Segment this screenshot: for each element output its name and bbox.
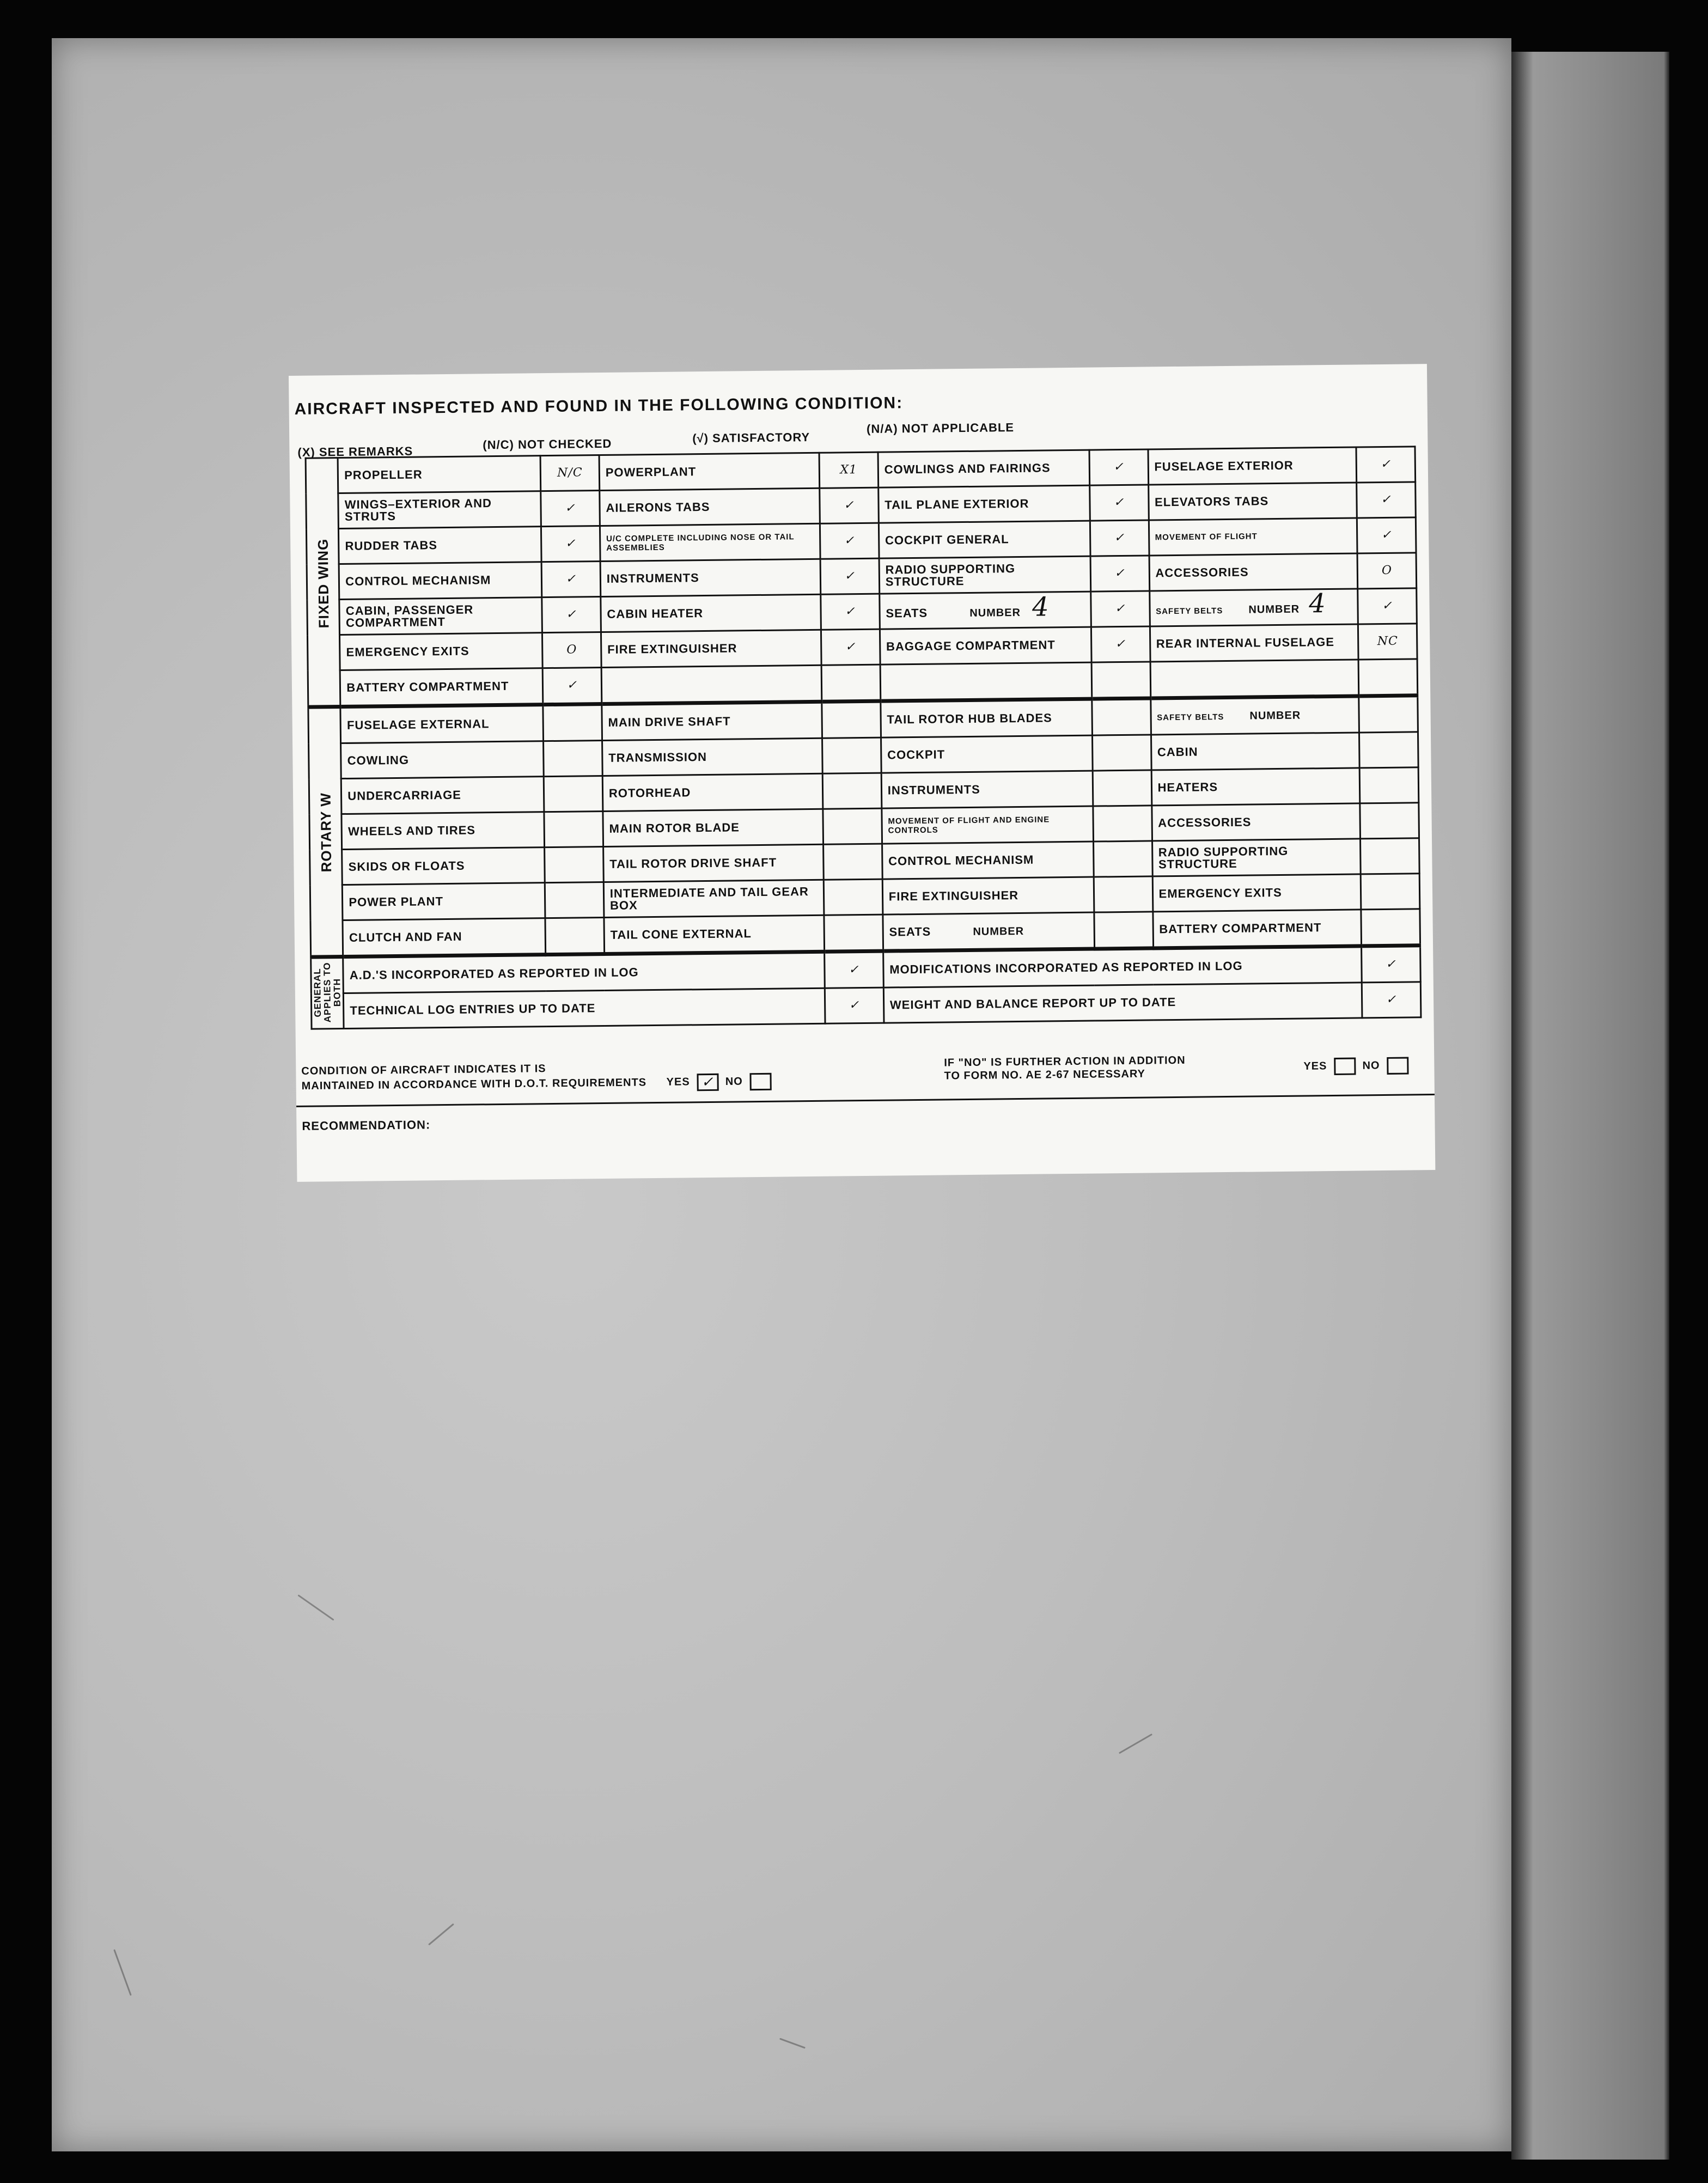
mark-control: ✓: [541, 562, 600, 597]
mark-weight: ✓: [1362, 982, 1421, 1018]
divider: [296, 1094, 1435, 1107]
inspection-card: [289, 364, 1435, 1182]
label-control: CONTROL MECHANISM: [339, 562, 541, 600]
label-rw-tail-rotor-hub: TAIL ROTOR HUB BLADES: [881, 699, 1093, 737]
label-rw-power-plant: POWER PLANT: [343, 883, 545, 920]
label-cockpit: COCKPIT GENERAL: [879, 521, 1090, 558]
empty-cell: [1359, 732, 1419, 768]
label-weight: WEIGHT AND BALANCE REPORT UP TO DATE: [883, 983, 1362, 1023]
label-cabin: CABIN, PASSENGER COMPARTMENT: [339, 597, 542, 635]
empty-cell: [1358, 659, 1418, 696]
empty-cell: [822, 737, 881, 773]
mark-cowlings: ✓: [1089, 449, 1148, 485]
empty-cell: [1093, 841, 1152, 877]
empty-cell: [1361, 909, 1420, 946]
mark-instruments: ✓: [820, 558, 879, 594]
section-rotary-wing: ROTARY W: [308, 707, 343, 958]
empty-cell: [823, 808, 882, 844]
mark-baggage: ✓: [1091, 626, 1150, 662]
mark-uc: ✓: [820, 523, 879, 559]
label-rw-cabin: CABIN: [1151, 733, 1359, 770]
section-general: GENERAL APPLIES TO BOTH: [311, 957, 344, 1029]
label-powerplant: POWERPLANT: [599, 453, 820, 490]
empty-cell: [822, 701, 881, 738]
mark-fire-ext: ✓: [821, 629, 880, 665]
legend-not-applicable: (N/A) NOT APPLICABLE: [866, 420, 1015, 436]
label-rw-undercarriage: UNDERCARRIAGE: [341, 777, 544, 814]
label-rw-cockpit: COCKPIT: [881, 735, 1093, 773]
label-rear-fuselage: REAR INTERNAL FUSELAGE: [1150, 624, 1358, 662]
label-fuselage-exterior: FUSELAGE EXTERIOR: [1148, 447, 1357, 485]
label-rw-battery: BATTERY COMPARTMENT: [1152, 910, 1361, 948]
label-radio: RADIO SUPPORTING STRUCTURE: [879, 556, 1091, 594]
empty-cell: [1359, 696, 1418, 733]
condition-line-1: CONDITION OF AIRCRAFT INDICATES IT IS: [301, 1063, 546, 1077]
rw-belts-number-label: NUMBER: [1249, 709, 1301, 722]
belts-text: SAFETY BELTS: [1156, 606, 1223, 617]
mark-fuselage-exterior: ✓: [1356, 447, 1416, 483]
mark-powerplant: X1: [819, 452, 878, 488]
empty-cell: [544, 741, 602, 777]
empty-cell: [545, 882, 603, 918]
mark-rudder: ✓: [541, 526, 600, 562]
empty-cell: [1361, 874, 1420, 910]
mark-cockpit: ✓: [1090, 520, 1149, 556]
label-rw-accessories: ACCESSORIES: [1151, 803, 1360, 841]
seats-number-value: 4: [1032, 592, 1050, 623]
empty-cell: [1360, 803, 1419, 839]
rw-seats-text: SEATS: [889, 924, 931, 939]
empty-cell: [824, 914, 883, 952]
empty-cell: [545, 917, 604, 954]
label-ads: A.D.'S INCORPORATED AS REPORTED IN LOG: [343, 952, 825, 993]
further-action-block: [944, 1054, 1186, 1083]
mark-radio: ✓: [1090, 556, 1149, 592]
legend-see-remarks: (X) SEE REMARKS: [297, 444, 413, 459]
mark-ads: ✓: [825, 951, 883, 988]
if-no-line-2-row: [944, 1067, 1186, 1083]
seats-text: SEATS: [886, 606, 928, 620]
label-rw-safety-belts: [1150, 696, 1359, 735]
yes-checkbox[interactable]: ✓: [697, 1074, 718, 1091]
empty-cell: [1094, 912, 1153, 949]
label-rw-wheels: WHEELS AND TIRES: [341, 812, 544, 850]
legend-not-checked: (N/C) NOT CHECKED: [483, 436, 612, 452]
belts-number-label: NUMBER: [1248, 603, 1300, 616]
label-tail-plane: TAIL PLANE EXTERIOR: [878, 485, 1090, 523]
label-propeller: PROPELLER: [338, 456, 540, 493]
inspection-grid: [305, 446, 1422, 1029]
rw-seats-number-label: NUMBER: [973, 925, 1024, 938]
label-tech-log: TECHNICAL LOG ENTRIES UP TO DATE: [344, 988, 825, 1028]
label-rw-intermediate: INTERMEDIATE AND TAIL GEAR BOX: [603, 880, 824, 917]
empty-cell: [1150, 660, 1359, 698]
label-rw-main-drive-shaft: MAIN DRIVE SHAFT: [602, 702, 822, 740]
seats-number-label: NUMBER: [969, 606, 1021, 619]
label-accessories: ACCESSORIES: [1149, 553, 1358, 591]
mark-elevators: ✓: [1357, 482, 1416, 518]
yes-label: YES: [666, 1076, 690, 1089]
label-uc: U/C COMPLETE INCLUDING NOSE OR TAIL ASSEMBLIES: [600, 523, 820, 561]
empty-cell: [1094, 876, 1152, 912]
mark-safety-belts: ✓: [1358, 588, 1417, 624]
empty-cell: [1093, 806, 1152, 842]
mark-cabin: ✓: [542, 597, 601, 633]
label-wings: WINGS–EXTERIOR AND STRUTS: [338, 491, 541, 529]
label-rw-emergency-exits: EMERGENCY EXITS: [1152, 874, 1361, 912]
label-rw-fuselage-external: FUSELAGE EXTERNAL: [340, 705, 544, 743]
label-safety-belts: [1149, 589, 1358, 626]
rw-belts-text: SAFETY BELTS: [1157, 712, 1224, 722]
mark-wings: ✓: [541, 491, 600, 527]
empty-cell: [1093, 770, 1151, 806]
label-rw-fire-ext: FIRE EXTINGUISHER: [882, 877, 1094, 914]
label-baggage: BAGGAGE COMPARTMENT: [880, 627, 1091, 664]
label-rudder: RUDDER TABS: [339, 527, 541, 564]
belts-number-value: 4: [1308, 588, 1327, 619]
no2-label: NO: [1362, 1059, 1380, 1072]
label-mods: MODIFICATIONS INCORPORATED AS REPORTED IN LOG: [883, 946, 1362, 987]
binder-spine: [1511, 52, 1669, 2160]
mark-seats: ✓: [1091, 591, 1150, 627]
mark-emergency-exits: O: [542, 632, 601, 668]
label-rw-skids: SKIDS OR FLOATS: [342, 847, 545, 885]
label-cabin-heater: CABIN HEATER: [601, 594, 821, 632]
recommendation-label: RECOMMENDATION:: [302, 1118, 431, 1133]
empty-cell: [880, 662, 1092, 701]
no-checkbox[interactable]: [749, 1073, 771, 1090]
label-rw-heaters: HEATERS: [1151, 768, 1360, 806]
label-cowlings: COWLINGS AND FAIRINGS: [878, 450, 1090, 487]
label-instruments: INSTRUMENTS: [600, 559, 821, 596]
mark-propeller: N/C: [540, 455, 599, 491]
mark-mods: ✓: [1362, 946, 1421, 983]
yes2-checkbox[interactable]: [1334, 1058, 1356, 1075]
mark-battery: ✓: [542, 668, 601, 705]
label-elevators: ELEVATORS TABS: [1148, 483, 1357, 520]
empty-cell: [1091, 662, 1150, 699]
label-fire-ext: FIRE EXTINGUISHER: [601, 630, 821, 667]
if-no-line-1: IF "NO" IS FURTHER ACTION IN ADDITION: [944, 1054, 1186, 1069]
empty-cell: [821, 664, 880, 702]
mark-accessories: O: [1357, 553, 1417, 589]
label-seats: [880, 592, 1091, 629]
empty-cell: [1361, 838, 1420, 874]
empty-cell: [823, 844, 882, 880]
if-no-line-2: TO FORM NO. AE 2-67 NECESSARY: [944, 1068, 1146, 1082]
label-rw-transmission: TRANSMISSION: [602, 738, 822, 776]
label-rw-seats: [883, 912, 1095, 951]
label-rw-clutch: CLUTCH AND FAN: [343, 918, 546, 957]
mark-tech-log: ✓: [825, 987, 883, 1023]
label-rw-control: CONTROL MECHANISM: [882, 842, 1094, 879]
form-title: AIRCRAFT INSPECTED AND FOUND IN THE FOLLOWING CONDITION:: [294, 394, 904, 418]
no-label: NO: [725, 1075, 743, 1088]
label-rw-movement: MOVEMENT OF FLIGHT AND ENGINE CONTROLS: [882, 806, 1094, 844]
empty-cell: [1092, 698, 1151, 735]
empty-cell: [543, 704, 602, 741]
empty-cell: [544, 776, 602, 812]
label-rw-tail-cone: TAIL CONE EXTERNAL: [604, 915, 825, 954]
label-rw-rotorhead: ROTORHEAD: [602, 773, 823, 811]
label-rw-main-rotor: MAIN ROTOR BLADE: [603, 809, 823, 846]
empty-cell: [1359, 767, 1419, 803]
further-action-boxes: [1303, 1057, 1412, 1075]
legend-satisfactory: (√) SATISFACTORY: [692, 430, 810, 446]
label-movement: MOVEMENT OF FLIGHT: [1149, 518, 1357, 556]
label-rw-cowling: COWLING: [341, 741, 544, 779]
mark-rear-fuselage: NC: [1358, 624, 1418, 660]
label-emergency-exits: EMERGENCY EXITS: [340, 633, 542, 670]
empty-cell: [545, 847, 603, 883]
mark-tail-plane: ✓: [1089, 485, 1148, 521]
empty-cell: [822, 773, 881, 809]
empty-cell: [1092, 735, 1151, 771]
mark-cabin-heater: ✓: [821, 594, 880, 630]
no2-checkbox[interactable]: [1387, 1057, 1408, 1075]
label-ailerons: AILERONS TABS: [600, 488, 820, 526]
label-rw-instruments: INSTRUMENTS: [881, 771, 1093, 808]
label-rw-tail-rotor-drive: TAIL ROTOR DRIVE SHAFT: [603, 844, 823, 882]
condition-line-2: MAINTAINED IN ACCORDANCE WITH D.O.T. REQUIREMENTS: [301, 1076, 647, 1093]
mark-movement: ✓: [1357, 517, 1416, 553]
yes2-label: YES: [1303, 1060, 1327, 1072]
empty-cell: [823, 879, 882, 915]
section-fixed-wing: FIXED WING: [306, 458, 340, 708]
mark-ailerons: ✓: [820, 487, 879, 523]
label-rw-radio: RADIO SUPPORTING STRUCTURE: [1152, 839, 1361, 876]
condition-block: [301, 1060, 774, 1095]
empty-cell: [601, 665, 822, 704]
label-battery: BATTERY COMPARTMENT: [340, 668, 543, 707]
empty-cell: [544, 812, 603, 847]
